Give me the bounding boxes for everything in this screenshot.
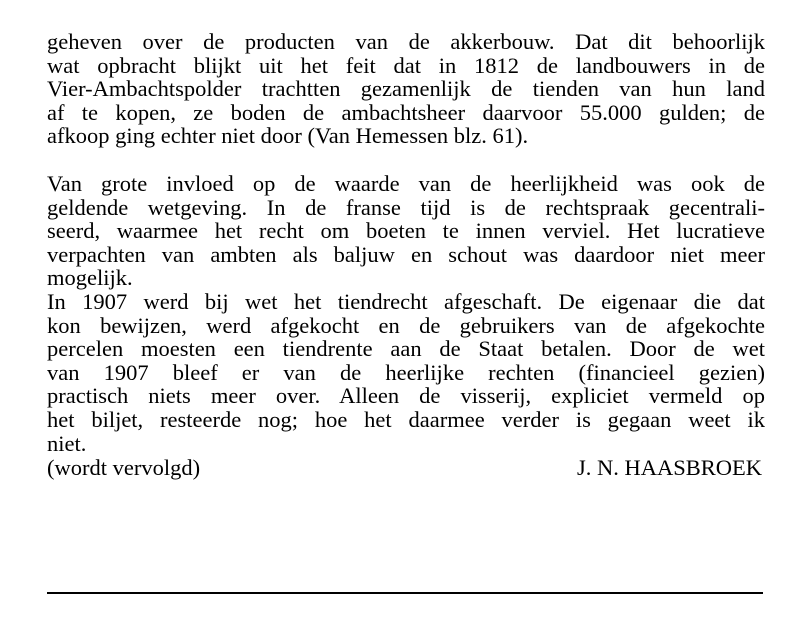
- document-page: [47, 30, 765, 480]
- continued-note: (wordt vervolgd): [47, 455, 201, 481]
- text-line: afkoop ging echter niet door (Van Hemessen blz. 61).: [47, 123, 529, 149]
- text-line: van 1907 bleef er van de heerlijke rechten (financieel gezien): [47, 359, 765, 385]
- text-line: geheven over de producten van de akkerbouw. Dat dit behoorlijk: [47, 29, 765, 54]
- text-line: In 1907 werd bij wet het tiendrecht afgeschaft. De eigenaar die dat: [47, 288, 765, 314]
- text-line: het biljet, resteerde nog; hoe het daarmee verder is gegaan weet ik: [47, 406, 765, 432]
- text-line: af te kopen, ze boden de ambachtsheer daarvoor 55.000 gulden; de: [47, 99, 765, 125]
- text-line: verpachten van ambten als baljuw en schout was daardoor niet meer: [47, 241, 765, 267]
- paragraph-spacer: [47, 148, 765, 172]
- paragraph-3: [47, 290, 765, 455]
- text-line: Vier-Ambachtspolder trachtten gezamenlijk de tienden van hun land: [47, 76, 765, 102]
- text-line: practisch niets meer over. Alleen de visserij, expliciet vermeld op: [47, 383, 765, 409]
- text-line: mogelijk.: [47, 265, 133, 291]
- text-line: percelen moesten een tiendrente aan de Staat betalen. Door de wet: [47, 336, 765, 362]
- author-signature: J. N. HAASBROEK: [576, 455, 762, 481]
- horizontal-rule: [47, 592, 763, 594]
- text-line: niet.: [47, 430, 87, 456]
- paragraph-2: [47, 172, 765, 290]
- article-footer: [47, 456, 765, 480]
- text-line: kon bewijzen, werd afgekocht en de gebruikers van de afgekochte: [47, 312, 765, 338]
- paragraph-1: [47, 30, 765, 148]
- text-line: geldende wetgeving. In de franse tijd is de rechtspraak gecentrali-: [47, 194, 765, 220]
- text-line: Van grote invloed op de waarde van de heerlijkheid was ook de: [47, 170, 765, 196]
- text-line: wat opbracht blijkt uit het feit dat in 1812 de landbouwers in de: [47, 52, 765, 78]
- text-line: seerd, waarmee het recht om boeten te innen verviel. Het lucratieve: [47, 218, 765, 244]
